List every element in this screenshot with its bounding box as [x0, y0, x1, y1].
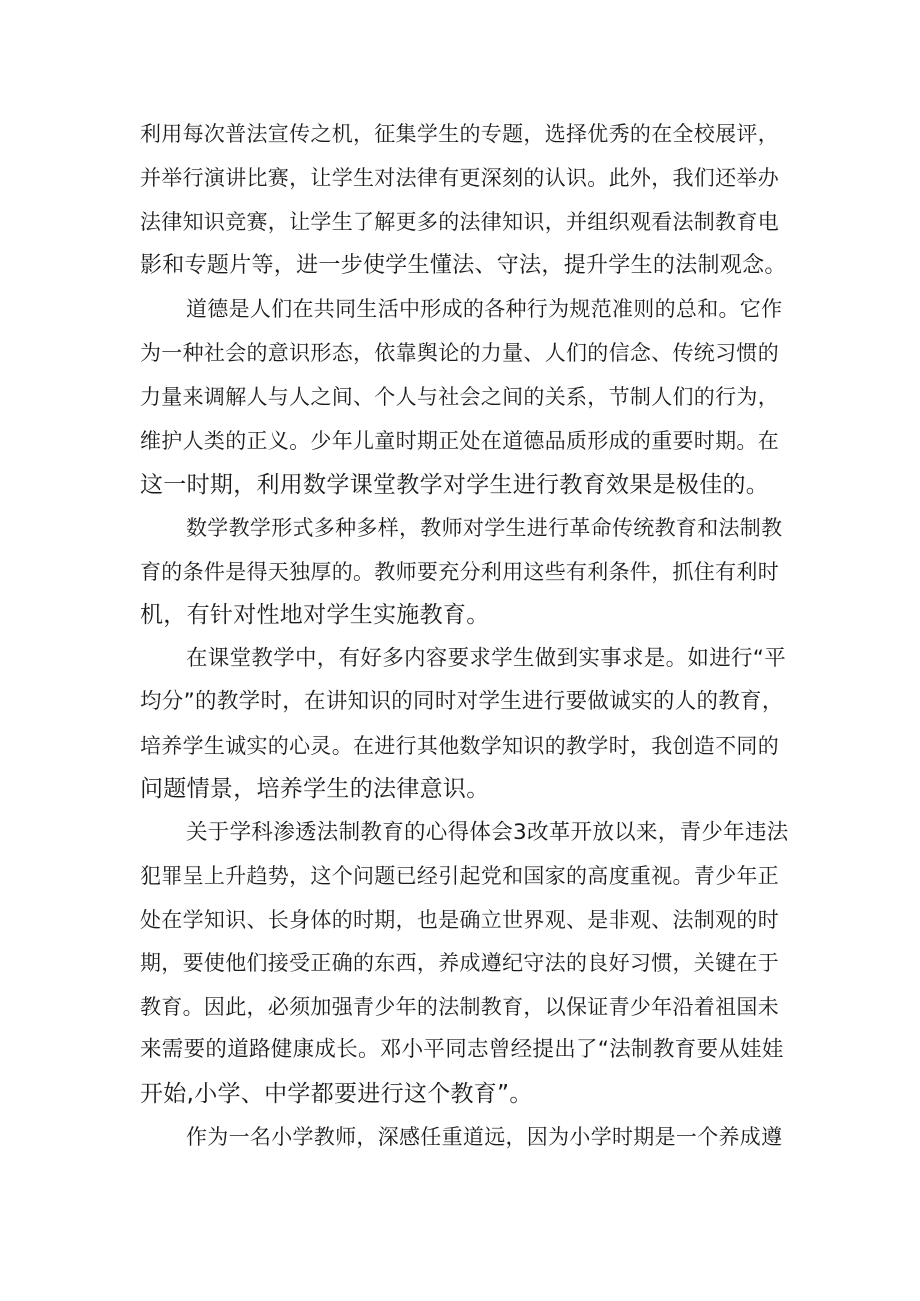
text-line-17: 关于学科渗透法制教育的心得体会3改革开放以来，青少年违法: [186, 820, 789, 845]
text-line-8: 维护人类的正义。少年儿童时期正处在道德品质形成的重要时期。在: [140, 429, 779, 453]
text-line-19: 处在学知识、长身体的时期，也是确立世界观、是非观、法制观的时: [140, 908, 779, 932]
text-line-15: 培养学生诚实的心灵。在进行其他数学知识的教学时，我创造不同的: [140, 734, 779, 758]
text-line-6: 为一种社会的意识形态，依靠舆论的力量、人们的信念、传统习惯的: [140, 341, 779, 365]
text-line-2: 并举行演讲比赛，让学生对法律有更深刻的认识。此外，我们还举办: [140, 166, 779, 190]
text-line-24: 作为一名小学教师，深感任重道远，因为小学时期是一个养成遵: [186, 1125, 783, 1149]
text-line-23: 开始,小学、中学都要进行这个教育”。: [140, 1081, 533, 1107]
text-line-12: 机，有针对性地对学生实施教育。: [140, 602, 490, 628]
text-line-1: 利用每次普法宣传之机，征集学生的专题，选择优秀的在全校展评，: [140, 122, 779, 146]
text-line-3: 法律知识竞赛，让学生了解更多的法律知识，并组织观看法制教育电: [140, 210, 779, 234]
text-line-21: 教育。因此，必须加强青少年的法制教育，以保证青少年沿着祖国未: [140, 995, 779, 1019]
text-line-9: 这一时期，利用数学课堂教学对学生进行教育效果是极佳的。: [140, 472, 770, 498]
text-line-18: 犯罪呈上升趋势，这个问题已经引起党和国家的高度重视。青少年正: [140, 864, 779, 888]
text-line-11: 育的条件是得天独厚的。教师要充分利用这些有利条件，抓住有利时: [140, 560, 779, 584]
text-line-4: 影和专题片等，进一步使学生懂法、守法，提升学生的法制观念。: [140, 253, 787, 278]
text-line-5: 道德是人们在共同生活中形成的各种行为规范准则的总和。它作: [186, 297, 783, 321]
text-line-16: 问题情景，培养学生的法律意识。: [140, 776, 490, 802]
text-line-20: 期，要使他们接受正确的东西，养成遵纪守法的良好习惯，关键在于: [140, 951, 779, 975]
text-line-14: 均分”的教学时，在讲知识的同时对学生进行要做诚实的人的教育，: [140, 689, 784, 714]
text-line-22: 来需要的道路健康成长。邓小平同志曾经提出了“法制教育要从娃娃: [140, 1037, 784, 1062]
text-line-10: 数学教学形式多种多样，教师对学生进行革命传统教育和法制教: [186, 516, 783, 540]
text-line-7: 力量来调解人与人之间、个人与社会之间的关系，节制人们的行为，: [140, 385, 779, 409]
text-line-13: 在课堂教学中，有好多内容要求学生做到实事求是。如进行“平: [186, 646, 787, 671]
